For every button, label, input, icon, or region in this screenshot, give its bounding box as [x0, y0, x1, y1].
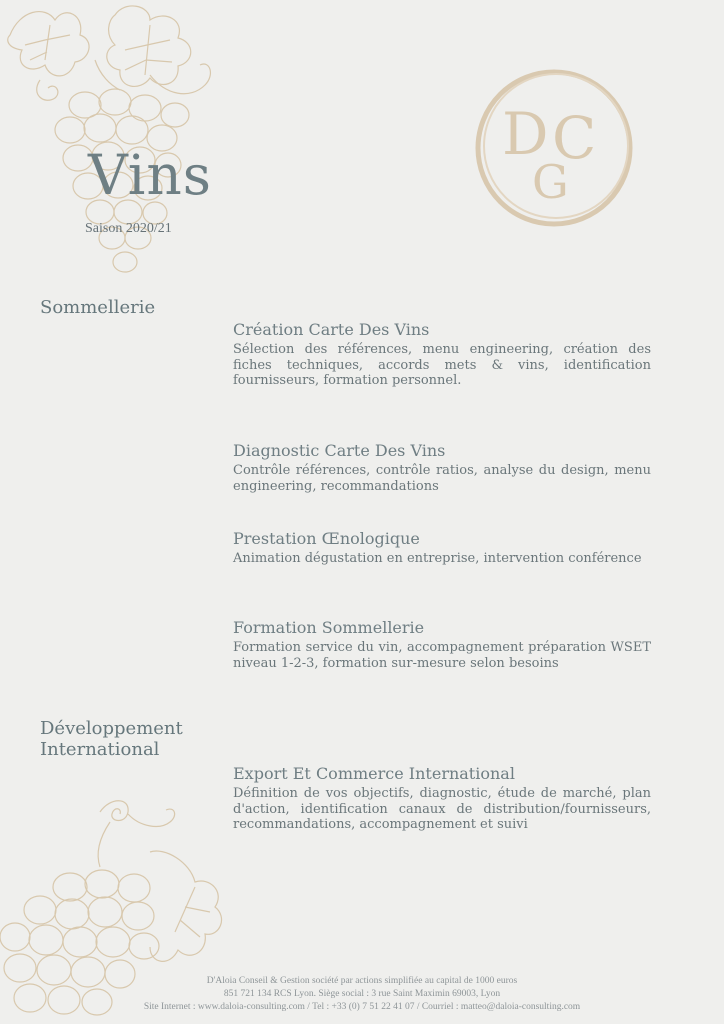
service-description: Sélection des références, menu engineering, création des fiches techniques, accords mets & vins, identification fournisseurs, formation personnel.	[233, 342, 651, 388]
service-item	[233, 618, 651, 671]
section-title-sommellerie: Sommellerie	[40, 297, 156, 318]
service-title: Création Carte Des Vins	[233, 320, 430, 339]
service-title: Export Et Commerce International	[233, 764, 515, 783]
svg-text:D: D	[502, 100, 549, 168]
service-description: Formation service du vin, accompagnement préparation WSET niveau 1-2-3, formation sur-mesure selon besoins	[233, 640, 651, 671]
footer-contact: Site Internet : www.daloia-consulting.com / Tel : +33 (0) 7 51 22 41 07 / Courriel : matteo@daloia-consulting.com	[143, 1002, 581, 1012]
svg-text:G: G	[532, 155, 569, 209]
service-description: Animation dégustation en entreprise, intervention conférence	[233, 551, 642, 566]
dcg-logo	[472, 66, 636, 230]
service-item	[233, 529, 651, 567]
service-item	[233, 441, 651, 494]
service-title: Prestation Œnologique	[233, 529, 420, 548]
section-title-line: Développement	[40, 718, 183, 739]
service-title: Diagnostic Carte Des Vins	[233, 441, 446, 460]
section-title-line: International	[40, 739, 160, 760]
service-description: Contrôle références, contrôle ratios, analyse du design, menu engineering, recommandations	[233, 463, 651, 494]
footer-company: D'Aloia Conseil & Gestion société par actions simplifiée au capital de 1000 euros	[206, 976, 518, 986]
footer-registration: 851 721 134 RCS Lyon. Siège social : 3 rue Saint Maximin 69003, Lyon	[223, 989, 501, 999]
service-item	[233, 764, 651, 833]
service-title: Formation Sommellerie	[233, 618, 425, 637]
season-subtitle: Saison 2020/21	[85, 221, 172, 236]
service-item	[233, 320, 651, 389]
footer	[0, 975, 724, 1014]
section-title-developpement	[40, 718, 183, 760]
service-description: Définition de vos objectifs, diagnostic, étude de marché, plan d'action, identification canaux de distribution/fournisseurs, recommandations, accompagnement et suivi	[233, 786, 651, 832]
page-title: Vins	[88, 143, 212, 207]
svg-text:C: C	[552, 104, 597, 172]
